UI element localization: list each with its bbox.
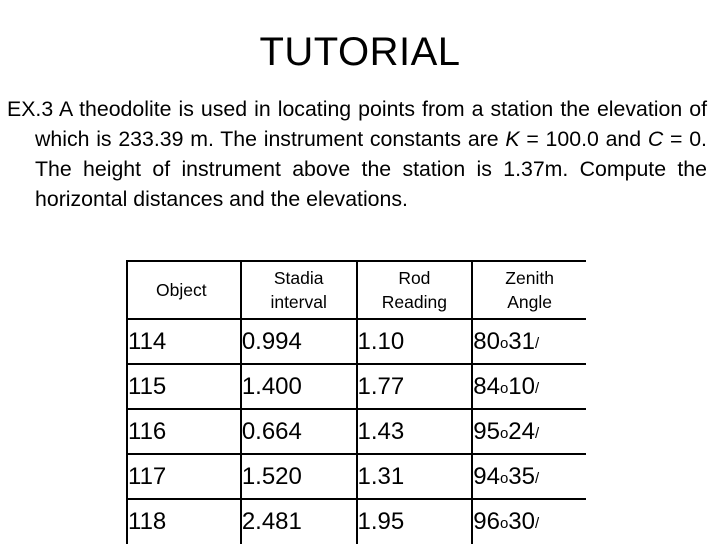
degree-mark: o — [499, 515, 509, 532]
cell-rod-reading: 1.77 — [357, 364, 473, 409]
table-row — [127, 499, 586, 544]
cell-rod-reading: 1.10 — [357, 319, 473, 364]
zenith-minutes: 10 — [508, 372, 535, 400]
cell-object: 116 — [127, 409, 241, 454]
cell-zenith-angle — [472, 409, 586, 454]
minute-mark: / — [534, 334, 540, 352]
cell-stadia-interval: 1.520 — [241, 454, 357, 499]
zenith-degrees: 80 — [473, 327, 500, 355]
table-row — [127, 454, 586, 499]
zenith-minutes: 31 — [508, 327, 535, 355]
table-row — [127, 409, 586, 454]
slide-title: TUTORIAL — [259, 30, 461, 74]
zenith-minutes: 35 — [508, 462, 535, 490]
cell-rod-reading: 1.95 — [357, 499, 473, 544]
cell-rod-reading: 1.31 — [357, 454, 473, 499]
table-body — [127, 319, 586, 544]
cell-object: 115 — [127, 364, 241, 409]
header-zenith-angle: Zenith Angle — [472, 261, 586, 319]
c-variable: C — [647, 127, 664, 151]
zenith-minutes: 24 — [508, 417, 535, 445]
cell-object: 118 — [127, 499, 241, 544]
cell-object: 114 — [127, 319, 241, 364]
degree-mark: o — [499, 424, 509, 442]
k-variable: K — [505, 127, 520, 151]
survey-data-table — [126, 260, 586, 544]
cell-stadia-interval: 1.400 — [241, 364, 357, 409]
degree-mark: o — [499, 469, 509, 487]
cell-zenith-angle — [472, 499, 586, 544]
header-object: Object — [127, 261, 241, 319]
degree-mark: o — [499, 334, 509, 352]
minute-mark: / — [534, 424, 540, 442]
header-stadia-interval: Stadia interval — [241, 261, 357, 319]
zenith-degrees: 96 — [473, 508, 500, 535]
minute-mark: / — [534, 515, 540, 532]
problem-text-lead: EX.3 A theodolite is used in locating points from a station the elevation of which is 233.39 m. The instrument constants are — [7, 97, 707, 151]
cell-object: 117 — [127, 454, 241, 499]
zenith-degrees: 84 — [473, 372, 500, 400]
problem-text-rest: = 0. The height of instrument above the station is 1.37m. Compute the horizontal distances and the elevations. — [35, 127, 707, 211]
table-row — [127, 319, 586, 364]
cell-zenith-angle — [472, 319, 586, 364]
problem-statement — [7, 94, 707, 214]
cell-zenith-angle — [472, 364, 586, 409]
cell-zenith-angle — [472, 454, 586, 499]
minute-mark: / — [534, 469, 540, 487]
cell-rod-reading: 1.43 — [357, 409, 473, 454]
zenith-degrees: 95 — [473, 417, 500, 445]
minute-mark: / — [534, 379, 540, 397]
zenith-degrees: 94 — [473, 462, 500, 490]
header-rod-reading: Rod Reading — [357, 261, 473, 319]
cell-stadia-interval: 2.481 — [241, 499, 357, 544]
table-header-row — [127, 261, 586, 319]
table-row — [127, 364, 586, 409]
cell-stadia-interval: 0.664 — [241, 409, 357, 454]
k-value-text: = 100.0 and — [519, 127, 648, 151]
cell-stadia-interval: 0.994 — [241, 319, 357, 364]
degree-mark: o — [499, 379, 509, 397]
zenith-minutes: 30 — [508, 508, 535, 535]
